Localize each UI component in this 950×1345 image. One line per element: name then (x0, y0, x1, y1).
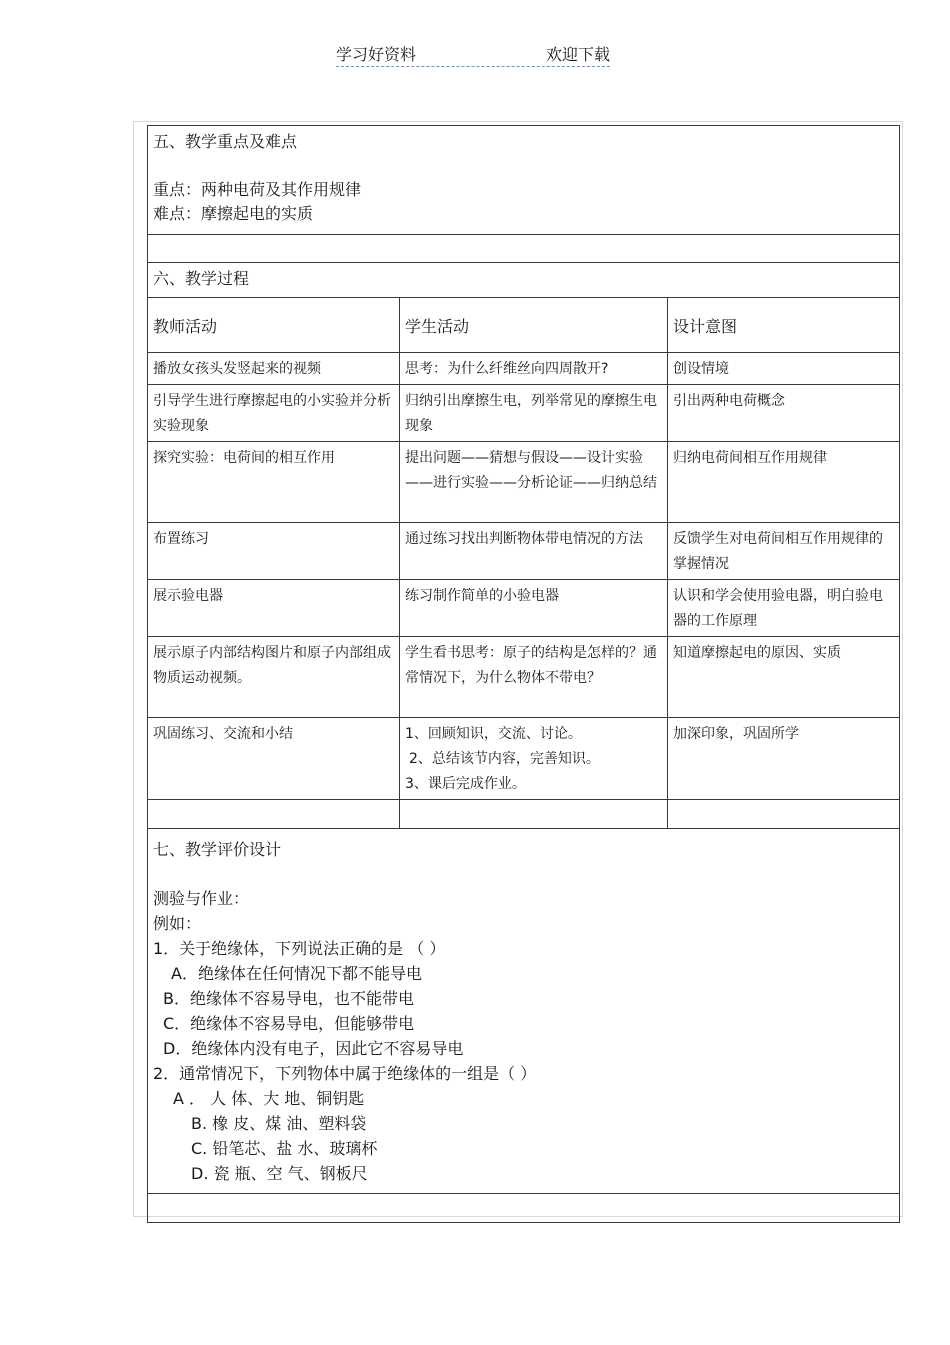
blank-row (148, 1194, 900, 1223)
student-activity (400, 718, 668, 800)
design-intent: 反馈学生对电荷间相互作用规律的掌握情况 (668, 523, 900, 580)
design-intent: 加深印象，巩固所学 (668, 718, 900, 800)
section7-cell (148, 829, 900, 1194)
section7-subtitle: 测验与作业： (153, 889, 250, 908)
design-intent: 创设情境 (668, 353, 900, 385)
key-point: 重点：两种电荷及其作用规律 (153, 180, 362, 199)
design-intent: 认识和学会使用验电器，明白验电器的工作原理 (668, 580, 900, 637)
teacher-activity: 布置练习 (148, 523, 400, 580)
blank-cell (148, 235, 900, 263)
student-activity-line: 3、课后完成作业。 (405, 776, 526, 792)
teacher-activity: 展示原子内部结构图片和原子内部组成物质运动视频。 (148, 637, 400, 718)
student-activity: 练习制作简单的小验电器 (400, 580, 668, 637)
blank-cell (668, 800, 900, 829)
student-activity: 通过练习找出判断物体带电情况的方法 (400, 523, 668, 580)
teacher-activity: 探究实验：电荷间的相互作用 (148, 442, 400, 523)
question-1-option: A．绝缘体在任何情况下都不能导电 (171, 964, 422, 983)
question-1-stem: 1．关于绝缘体，下列说法正确的是 （ ） (153, 939, 446, 958)
section6-title: 六、教学过程 (148, 263, 900, 298)
question-2-option: C. 铅笔芯、盐 水、玻璃杯 (191, 1139, 378, 1158)
question-1-option: D．绝缘体内没有电子，因此它不容易导电 (163, 1039, 464, 1058)
section5-row (148, 126, 900, 235)
question-2-stem: 2．通常情况下，下列物体中属于绝缘体的一组是（ ） (153, 1064, 537, 1083)
column-header-student: 学生活动 (400, 298, 668, 353)
question-2-option: B. 橡 皮、煤 油、塑料袋 (191, 1114, 367, 1133)
design-intent: 归纳电荷间相互作用规律 (668, 442, 900, 523)
table-row (148, 637, 900, 718)
section5-cell (148, 126, 900, 235)
question-2-option: A ． 人 体、大 地、铜钥匙 (173, 1089, 365, 1108)
teacher-activity: 播放女孩头发竖起来的视频 (148, 353, 400, 385)
student-activity-line: 1、回顾知识，交流、讨论。 (405, 726, 582, 742)
student-activity: 思考：为什么纤维丝向四周散开? (400, 353, 668, 385)
difficulty: 难点：摩擦起电的实质 (153, 204, 314, 223)
question-1-option: C．绝缘体不容易导电，但能够带电 (163, 1014, 415, 1033)
table-row (148, 353, 900, 385)
table-row (148, 442, 900, 523)
student-activity-line: 2、总结该节内容，完善知识。 (409, 751, 600, 767)
design-intent: 知道摩擦起电的原因、实质 (668, 637, 900, 718)
table-row (148, 523, 900, 580)
question-1-option: B．绝缘体不容易导电，也不能带电 (163, 989, 414, 1008)
section6-title-row (148, 263, 900, 298)
section7-title: 七、教学评价设计 (153, 840, 282, 859)
table-header-row (148, 298, 900, 353)
column-header-intent: 设计意图 (668, 298, 900, 353)
blank-cell (148, 800, 400, 829)
blank-cell (400, 800, 668, 829)
header-left-text: 学习好资料 (336, 45, 417, 64)
page-header (336, 42, 610, 67)
teacher-activity: 巩固练习、交流和小结 (148, 718, 400, 800)
header-right-text: 欢迎下载 (545, 45, 610, 64)
question-2-option: D. 瓷 瓶、空 气、钢板尺 (191, 1164, 368, 1183)
section5-title: 五、教学重点及难点 (153, 132, 298, 151)
student-activity: 提出问题——猜想与假设——设计实验——进行实验——分析论证——归纳总结 (400, 442, 668, 523)
column-header-teacher: 教师活动 (148, 298, 400, 353)
blank-cell (148, 1194, 900, 1223)
blank-row (148, 235, 900, 263)
student-activity: 学生看书思考：原子的结构是怎样的？通常情况下，为什么物体不带电？ (400, 637, 668, 718)
table-row (148, 385, 900, 442)
section7-row (148, 829, 900, 1194)
table-row (148, 718, 900, 800)
design-intent: 引出两种电荷概念 (668, 385, 900, 442)
teacher-activity: 引导学生进行摩擦起电的小实验并分析实验现象 (148, 385, 400, 442)
table-row (148, 580, 900, 637)
blank-row (148, 800, 900, 829)
teacher-activity: 展示验电器 (148, 580, 400, 637)
student-activity: 归纳引出摩擦生电，列举常见的摩擦生电现象 (400, 385, 668, 442)
example-label: 例如： (153, 914, 202, 933)
lesson-plan-table (147, 125, 900, 1223)
